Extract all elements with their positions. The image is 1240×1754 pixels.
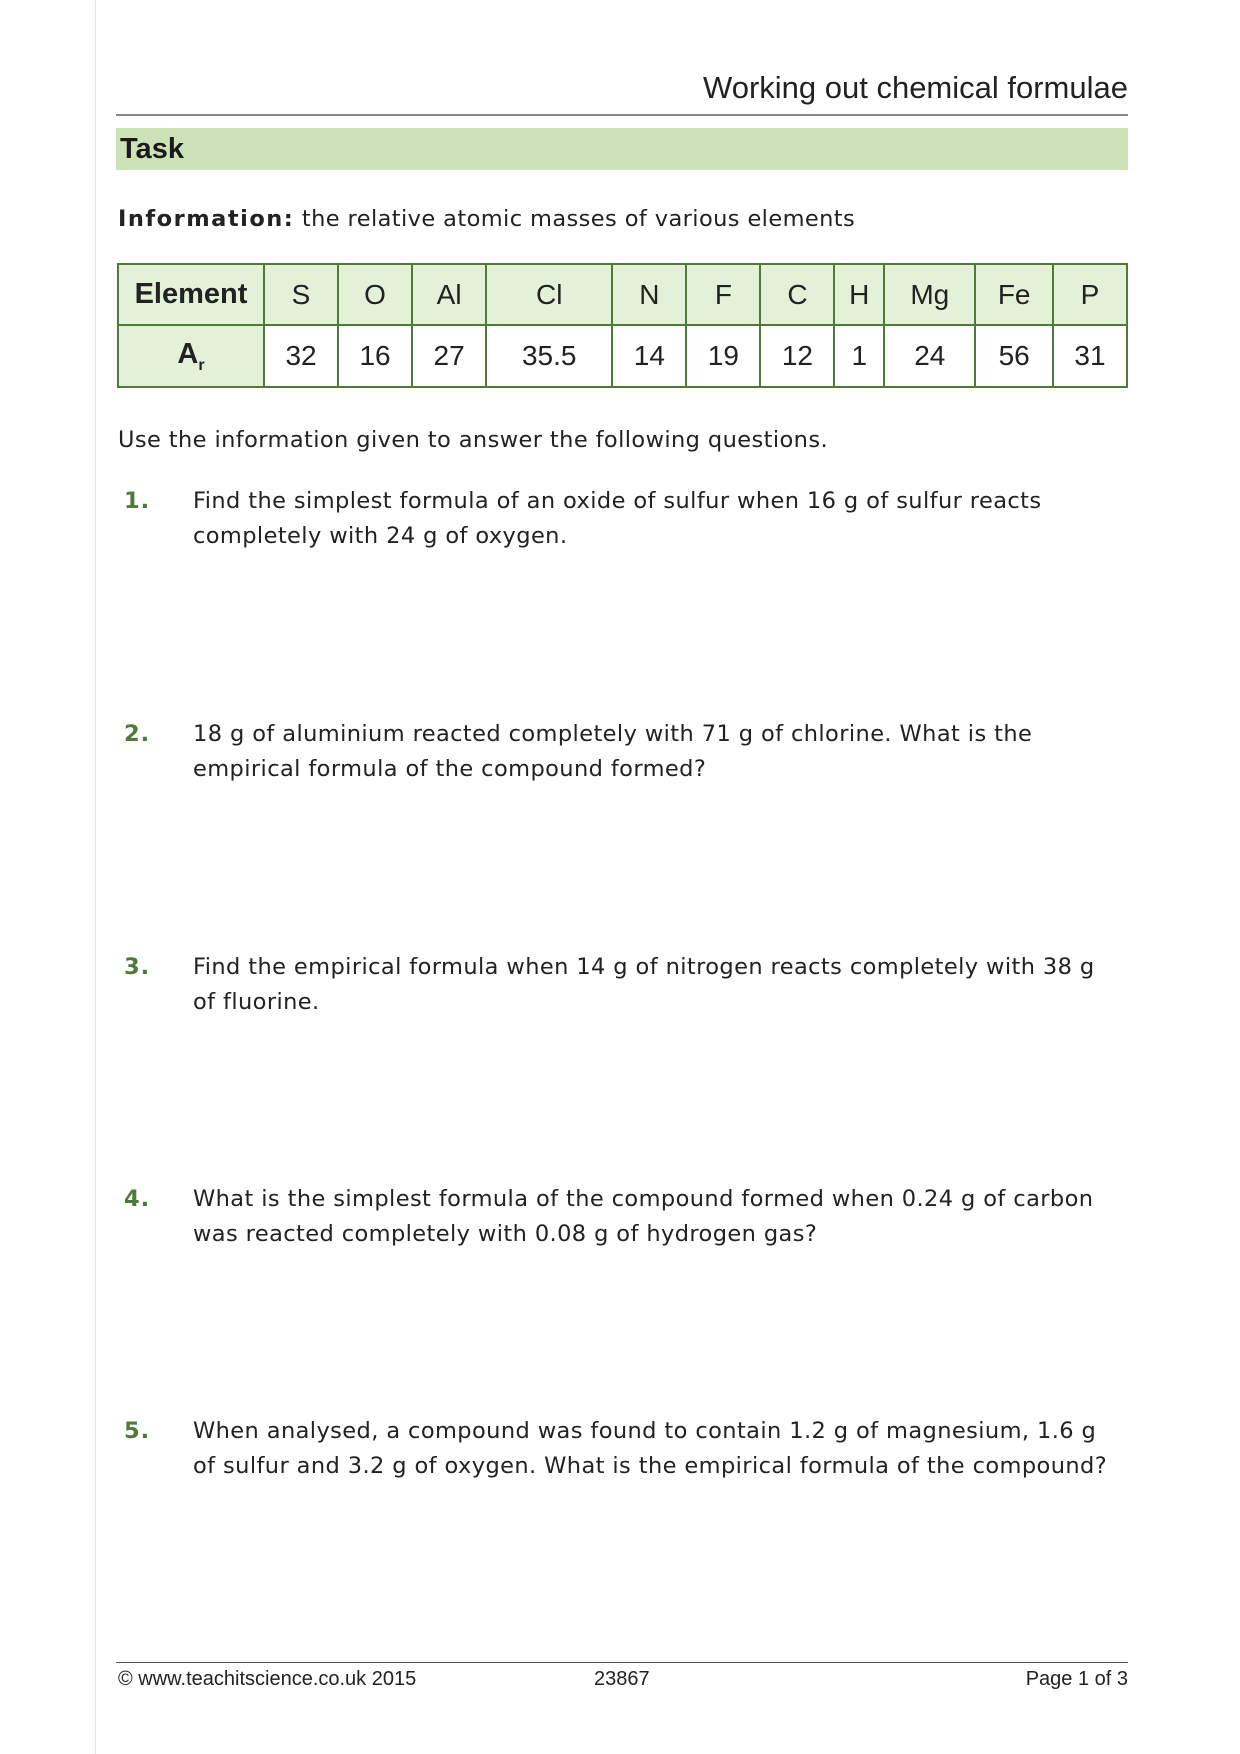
element-cell: Cl bbox=[486, 264, 612, 325]
element-cell: P bbox=[1053, 264, 1127, 325]
footer-page-number: Page 1 of 3 bbox=[1025, 1668, 1128, 1690]
question-number: 3. bbox=[124, 954, 151, 980]
question-number: 1. bbox=[124, 488, 151, 514]
element-cell: Mg bbox=[884, 264, 975, 325]
atomic-mass-row bbox=[118, 325, 1127, 387]
instructions: Use the information given to answer the following questions. bbox=[118, 427, 828, 453]
element-cell: Al bbox=[412, 264, 486, 325]
element-row bbox=[118, 264, 1127, 325]
question-text: Find the empirical formula when 14 g of nitrogen reacts completely with 38 g of fluorine. bbox=[193, 954, 1095, 1015]
page-margin-line bbox=[95, 0, 96, 1754]
section-header-bar bbox=[116, 128, 1128, 170]
footer-resource-code: 23867 bbox=[594, 1668, 650, 1690]
mass-cell: 31 bbox=[1053, 325, 1127, 387]
mass-cell: 16 bbox=[338, 325, 412, 387]
mass-cell: 56 bbox=[975, 325, 1052, 387]
section-title: Task bbox=[120, 133, 184, 165]
element-cell: F bbox=[686, 264, 760, 325]
page-title: Working out chemical formulae bbox=[703, 70, 1128, 105]
question-text: 18 g of aluminium reacted completely with 71 g of chlorine. What is the empirical formula of the compound formed? bbox=[193, 721, 1033, 782]
question-number: 5. bbox=[124, 1418, 151, 1444]
element-cell: S bbox=[264, 264, 338, 325]
element-row-header: Element bbox=[118, 264, 264, 325]
ar-subscript: r bbox=[198, 356, 205, 374]
element-cell: O bbox=[338, 264, 412, 325]
information-text: the relative atomic masses of various elements bbox=[294, 206, 856, 232]
question-number: 2. bbox=[124, 721, 151, 747]
element-cell: C bbox=[760, 264, 834, 325]
information-line bbox=[118, 206, 855, 232]
question-number: 4. bbox=[124, 1186, 151, 1212]
information-label: Information: bbox=[118, 206, 295, 232]
element-cell: Fe bbox=[975, 264, 1052, 325]
mass-cell: 12 bbox=[760, 325, 834, 387]
ar-row-header bbox=[118, 325, 264, 387]
element-cell: N bbox=[612, 264, 686, 325]
mass-cell: 19 bbox=[686, 325, 760, 387]
mass-cell: 27 bbox=[412, 325, 486, 387]
question-text: Find the simplest formula of an oxide of sulfur when 16 g of sulfur reacts completely with 24 g of oxygen. bbox=[193, 488, 1042, 549]
atomic-mass-table bbox=[117, 263, 1128, 388]
footer-divider bbox=[116, 1662, 1128, 1663]
mass-cell: 1 bbox=[834, 325, 884, 387]
question-text: What is the simplest formula of the compound formed when 0.24 g of carbon was reacted completely with 0.08 g of hydrogen gas? bbox=[193, 1186, 1094, 1247]
ar-symbol: A bbox=[177, 337, 199, 370]
mass-cell: 35.5 bbox=[486, 325, 612, 387]
mass-cell: 24 bbox=[884, 325, 975, 387]
element-cell: H bbox=[834, 264, 884, 325]
footer-copyright: © www.teachitscience.co.uk 2015 bbox=[118, 1668, 417, 1690]
mass-cell: 32 bbox=[264, 325, 338, 387]
question-text: When analysed, a compound was found to contain 1.2 g of magnesium, 1.6 g of sulfur and 3.2 g of oxygen. What is the empirical formula of the compound? bbox=[193, 1418, 1108, 1479]
header-divider bbox=[116, 114, 1128, 116]
mass-cell: 14 bbox=[612, 325, 686, 387]
